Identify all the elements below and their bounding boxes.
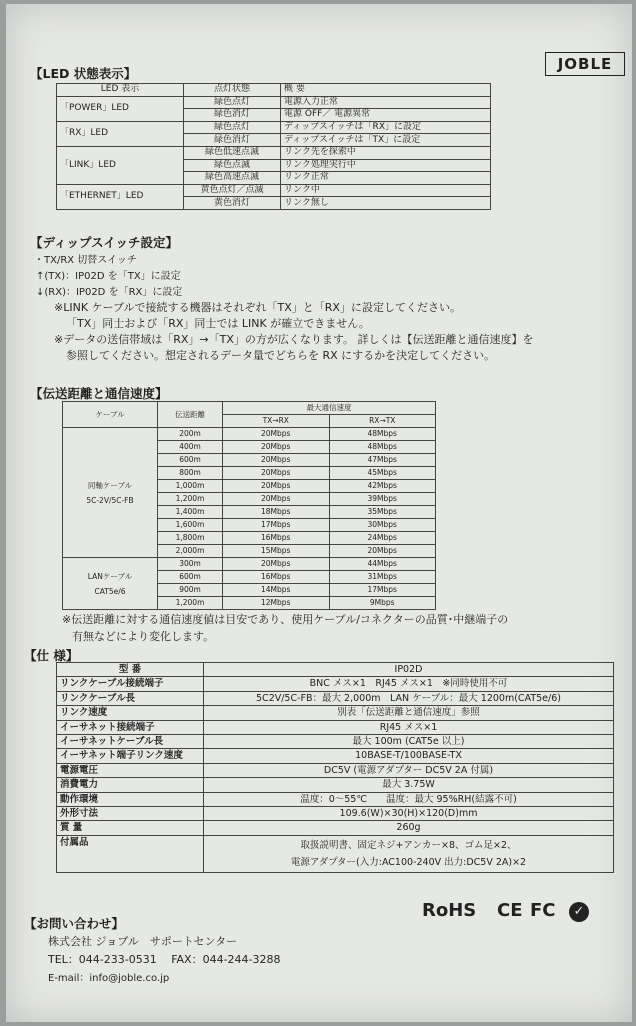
spec-key-cell: イーサネットケーブル長 xyxy=(57,735,204,749)
spec-value-cell: BNC メス×1 RJ45 メス×1 ※同時使用不可 xyxy=(204,677,614,691)
spec-value-cell: IP02D xyxy=(204,663,614,677)
led-name-cell: 「RX」LED xyxy=(57,121,184,146)
led-desc-cell: 電源 OFF／ 電源異常 xyxy=(281,109,491,122)
led-name-cell: 「LINK」LED xyxy=(57,146,184,184)
rx-speed-cell: 17Mbps xyxy=(329,584,436,597)
led-state-cell: 緑色高速点滅 xyxy=(184,172,281,185)
led-desc-cell: リンク無し xyxy=(281,197,491,210)
tx-speed-cell: 20Mbps xyxy=(223,480,330,493)
spec-key-cell: 消費電力 xyxy=(57,778,204,792)
tx-rx-header: TX→RX xyxy=(223,415,330,428)
rx-speed-cell: 31Mbps xyxy=(329,571,436,584)
distance-cell: 2,000m xyxy=(158,545,223,558)
led-state-cell: 緑色点滅 xyxy=(184,159,281,172)
rx-speed-cell: 24Mbps xyxy=(329,532,436,545)
rx-speed-cell: 20Mbps xyxy=(329,545,436,558)
accessory-line: 電源アダプター(入力:AC100-240V 出力:DC5V 2A)×2 xyxy=(290,856,527,868)
rx-speed-cell: 47Mbps xyxy=(329,454,436,467)
led-name-cell: 「ETHERNET」LED xyxy=(57,184,184,209)
spec-value-cell: 260g xyxy=(204,821,614,835)
rx-speed-cell: 9Mbps xyxy=(329,597,436,610)
distance-cell: 900m xyxy=(158,584,223,597)
led-state-cell: 黄色点灯／点滅 xyxy=(184,184,281,197)
distance-cell: 600m xyxy=(158,454,223,467)
rx-speed-cell: 45Mbps xyxy=(329,467,436,480)
rx-speed-cell: 35Mbps xyxy=(329,506,436,519)
spec-value-cell: 109.6(W)×30(H)×120(D)mm xyxy=(204,807,614,821)
distance-header: 伝送距離 xyxy=(158,402,223,428)
led-desc-cell: 電源入力正常 xyxy=(281,96,491,109)
led-desc-cell: リンク正常 xyxy=(281,172,491,185)
distance-cell: 400m xyxy=(158,441,223,454)
speed-table xyxy=(62,401,436,610)
rx-speed-cell: 48Mbps xyxy=(329,441,436,454)
spec-section-title: 【仕 様】 xyxy=(24,648,79,663)
cable-group-cell xyxy=(63,428,158,558)
led-desc-cell: ディップスイッチは「RX」に設定 xyxy=(281,121,491,134)
led-state-cell: 緑色消灯 xyxy=(184,109,281,122)
speed-note: ※伝送距離に対する通信速度値は目安であり、使用ケーブル/コネクターの品質･中継端子の xyxy=(62,613,509,626)
dip-line: ※データの送信帯域は「RX」→「TX」の方が広くなります。 詳しくは【伝送距離と通信速度】を xyxy=(54,333,534,346)
fc-mark: FC xyxy=(530,900,556,921)
tx-speed-cell: 15Mbps xyxy=(223,545,330,558)
tx-speed-cell: 18Mbps xyxy=(223,506,330,519)
spec-key-cell: リンク速度 xyxy=(57,706,204,720)
contact-email: E-mail：info@joble.co.jp xyxy=(48,973,170,984)
led-state-cell: 緑色点灯 xyxy=(184,121,281,134)
spec-key-cell: リンクケーブル長 xyxy=(57,691,204,705)
led-desc-cell: ディップスイッチは「TX」に設定 xyxy=(281,134,491,147)
rx-speed-cell: 30Mbps xyxy=(329,519,436,532)
distance-cell: 1,400m xyxy=(158,506,223,519)
rx-speed-cell: 39Mbps xyxy=(329,493,436,506)
cable-header: ケーブル xyxy=(63,402,158,428)
distance-cell: 1,800m xyxy=(158,532,223,545)
tx-speed-cell: 17Mbps xyxy=(223,519,330,532)
speed-section-title: 【伝送距離と通信速度】 xyxy=(30,386,168,401)
spec-value-cell: 温度：0～55℃ 温度：最大 95%RH(結露不可) xyxy=(204,792,614,806)
led-state-cell: 緑色低速点滅 xyxy=(184,146,281,159)
distance-cell: 1,200m xyxy=(158,597,223,610)
led-header-cell: 点灯状態 xyxy=(184,84,281,97)
tx-speed-cell: 20Mbps xyxy=(223,467,330,480)
tx-speed-cell: 20Mbps xyxy=(223,428,330,441)
spec-key-cell: 電源電圧 xyxy=(57,763,204,777)
accessory-line: 取扱説明書、固定ネジ+アンカー×8、ゴム足×2、 xyxy=(300,839,517,851)
led-header-cell: LED 表示 xyxy=(57,84,184,97)
tx-speed-cell: 20Mbps xyxy=(223,493,330,506)
spec-value-cell: DC5V (電源アダプター DC5V 2A 付属) xyxy=(204,763,614,777)
spec-value-cell xyxy=(204,835,614,872)
cable-sub: 5C-2V/5C-FB xyxy=(86,495,134,505)
led-state-cell: 緑色消灯 xyxy=(184,134,281,147)
tx-speed-cell: 14Mbps xyxy=(223,584,330,597)
led-section-title: 【LED 状態表示】 xyxy=(30,66,137,81)
spec-value-cell: 5C2V/5C-FB：最大 2,000m LAN ケーブル：最大 1200m(CAT5e/6) xyxy=(204,691,614,705)
spec-value-cell: 最大 3.75W xyxy=(204,778,614,792)
cable-name: 同軸ケーブル xyxy=(87,480,133,490)
tx-speed-cell: 16Mbps xyxy=(223,571,330,584)
dip-section-title: 【ディップスイッチ設定】 xyxy=(30,235,179,250)
spec-key-cell: 外形寸法 xyxy=(57,807,204,821)
rx-tx-header: RX→TX xyxy=(329,415,436,428)
spec-key-cell: イーサネット端子リンク速度 xyxy=(57,749,204,763)
spec-key-cell: 型 番 xyxy=(57,663,204,677)
led-desc-cell: リンク中 xyxy=(281,184,491,197)
spec-value-cell: RJ45 メス×1 xyxy=(204,720,614,734)
led-status-table xyxy=(56,83,491,210)
spec-value-cell: 最大 100m (CAT5e 以上) xyxy=(204,735,614,749)
contact-phone: TEL：044-233-0531 FAX：044-244-3288 xyxy=(48,953,281,966)
led-state-cell: 黄色消灯 xyxy=(184,197,281,210)
dip-line: ※LINK ケーブルで接続する機器はそれぞれ「TX」と「RX」に設定してください。 xyxy=(54,301,461,314)
distance-cell: 600m xyxy=(158,571,223,584)
cable-group-cell xyxy=(63,558,158,610)
rx-speed-cell: 44Mbps xyxy=(329,558,436,571)
dip-line: 「TX」同士および「RX」同士では LINK が確立できません。 xyxy=(66,317,370,330)
recycle-icon: ✓ xyxy=(569,902,589,922)
speed-note-cont: 有無などにより変化します。 xyxy=(72,630,215,643)
joble-logo: JOBLE xyxy=(545,52,625,76)
dip-line: 参照してください。想定されるデータ量でどちらを RX にするかを決定してください。 xyxy=(66,349,496,362)
distance-cell: 1,200m xyxy=(158,493,223,506)
dip-line: ↑(TX)：IP02D を「TX」に設定 xyxy=(36,271,181,282)
spec-value-cell: 10BASE-T/100BASE-TX xyxy=(204,749,614,763)
distance-cell: 1,000m xyxy=(158,480,223,493)
tx-speed-cell: 12Mbps xyxy=(223,597,330,610)
rx-speed-cell: 42Mbps xyxy=(329,480,436,493)
ce-mark: CE xyxy=(497,900,523,921)
led-name-cell: 「POWER」LED xyxy=(57,96,184,121)
cable-sub: CAT5e/6 xyxy=(94,586,126,596)
max-speed-header: 最大通信速度 xyxy=(223,402,436,415)
spec-value-cell: 別表「伝送距離と通信速度」参照 xyxy=(204,706,614,720)
distance-cell: 200m xyxy=(158,428,223,441)
distance-cell: 300m xyxy=(158,558,223,571)
tx-speed-cell: 20Mbps xyxy=(223,441,330,454)
spec-key-cell: 動作環境 xyxy=(57,792,204,806)
led-header-cell: 概 要 xyxy=(281,84,491,97)
contact-title: 【お問い合わせ】 xyxy=(24,916,125,931)
distance-cell: 1,600m xyxy=(158,519,223,532)
spec-key-cell: イーサネット接続端子 xyxy=(57,720,204,734)
tx-speed-cell: 20Mbps xyxy=(223,558,330,571)
led-desc-cell: リンク処理実行中 xyxy=(281,159,491,172)
spec-table xyxy=(56,662,614,873)
led-state-cell: 緑色点灯 xyxy=(184,96,281,109)
spec-key-cell: リンクケーブル接続端子 xyxy=(57,677,204,691)
dip-line: ↓(RX)：IP02D を「RX」に設定 xyxy=(36,287,183,298)
spec-key-cell: 質 量 xyxy=(57,821,204,835)
rx-speed-cell: 48Mbps xyxy=(329,428,436,441)
led-desc-cell: リンク先を探索中 xyxy=(281,146,491,159)
cable-name: LANケーブル xyxy=(87,571,133,581)
spec-key-cell: 付属品 xyxy=(57,835,204,872)
dip-line: ・TX/RX 切替スイッチ xyxy=(34,255,137,266)
tx-speed-cell: 20Mbps xyxy=(223,454,330,467)
rohs-mark: RoHS xyxy=(422,900,477,921)
distance-cell: 800m xyxy=(158,467,223,480)
tx-speed-cell: 16Mbps xyxy=(223,532,330,545)
contact-company: 株式会社 ジョブル サポートセンター xyxy=(48,935,238,948)
